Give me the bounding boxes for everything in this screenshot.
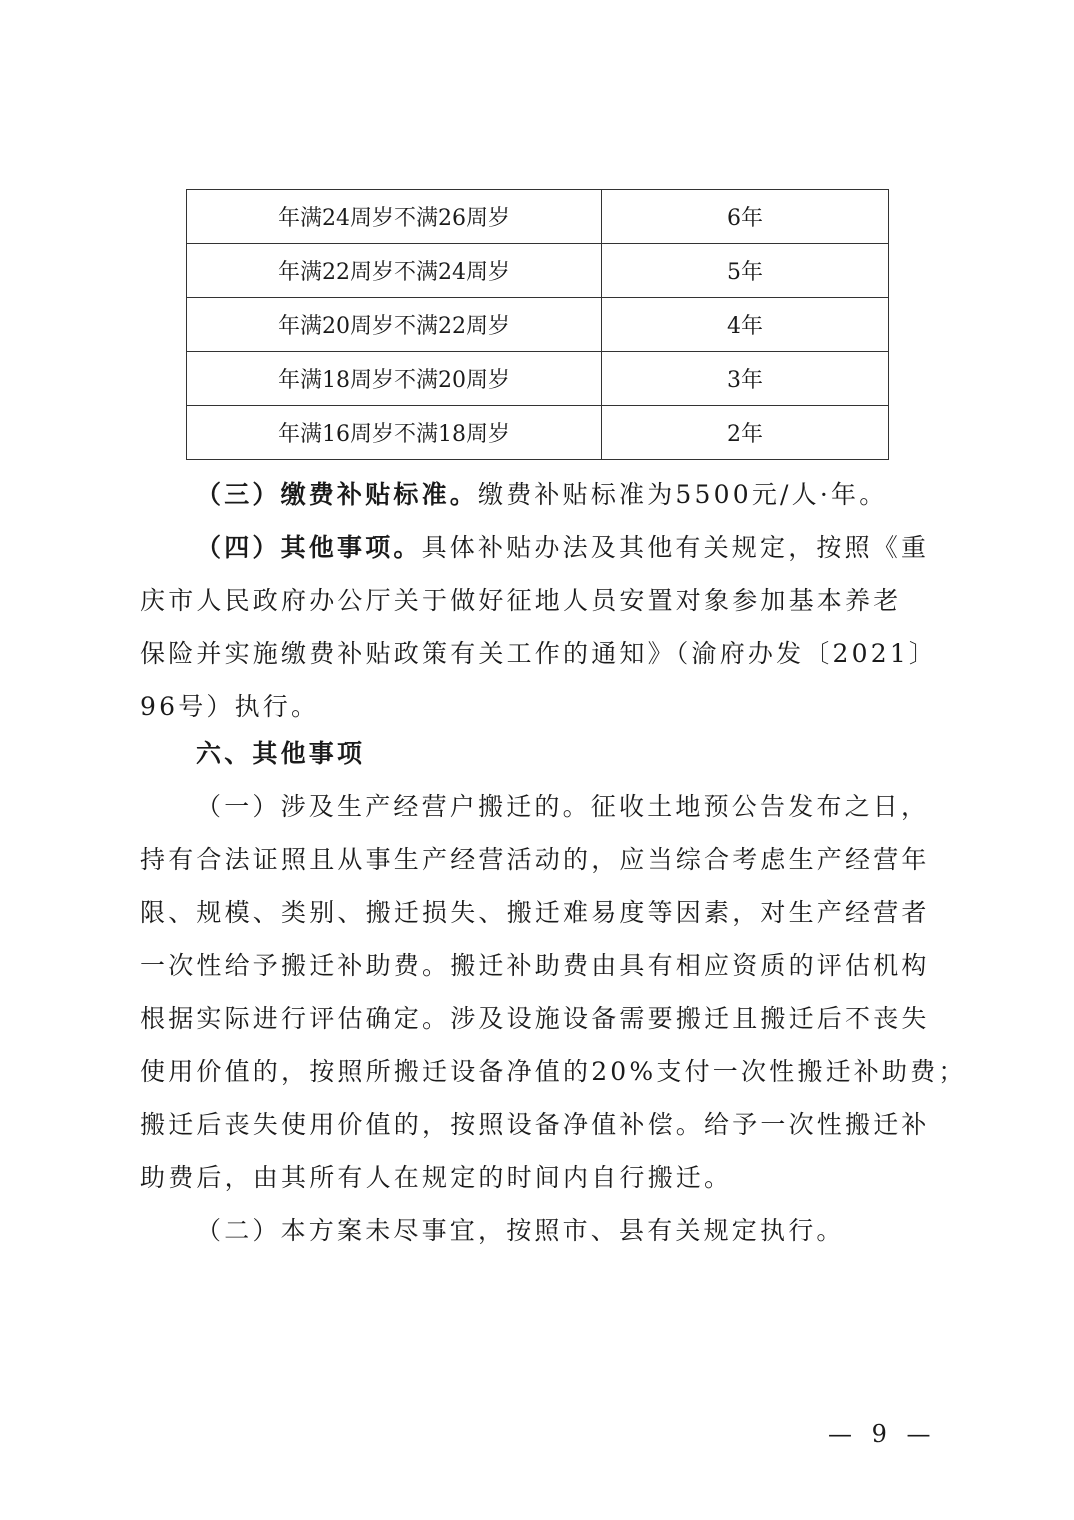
years-cell: 2年 [602, 406, 889, 460]
years-cell: 6年 [602, 190, 889, 244]
age-range-cell: 年满22周岁不满24周岁 [187, 244, 602, 298]
paragraph-line: （二）本方案未尽事宜，按照市、县有关规定执行。 [196, 1216, 845, 1245]
paragraph-line: 96号）执行。 [140, 692, 320, 721]
age-range-cell: 年满18周岁不满20周岁 [187, 352, 602, 406]
table-row [187, 190, 889, 244]
paragraph-line: 搬迁后丧失使用价值的，按照设备净值补偿。给予一次性搬迁补 [140, 1110, 930, 1139]
table-row [187, 244, 889, 298]
paragraph-line: 庆市人民政府办公厅关于做好征地人员安置对象参加基本养老 [140, 586, 902, 615]
paragraph-line [140, 468, 940, 521]
paragraph-line: （一）涉及生产经营户搬迁的。征收土地预公告发布之日， [196, 792, 930, 821]
paragraph-text: 具体补贴办法及其他有关规定，按照《重 [421, 533, 930, 562]
paragraph-line: 持有合法证照且从事生产经营活动的，应当综合考虑生产经营年 [140, 845, 930, 874]
age-years-table [186, 189, 889, 460]
paragraph-line: 根据实际进行评估确定。涉及设施设备需要搬迁且搬迁后不丧失 [140, 1004, 930, 1033]
section-title: 六、其他事项 [196, 739, 366, 768]
table-row [187, 352, 889, 406]
paragraph-text: 缴费补贴标准为5500元/人·年。 [478, 480, 888, 509]
table-row [187, 406, 889, 460]
years-cell: 4年 [602, 298, 889, 352]
paragraph-contribution-standard [140, 468, 940, 521]
page-number: — 9 — [828, 1420, 937, 1448]
paragraph-other-matters-4 [140, 521, 940, 733]
years-cell: 3年 [602, 352, 889, 406]
paragraph-line: 助费后，由其所有人在规定的时间内自行搬迁。 [140, 1163, 733, 1192]
paragraph-line: 一次性给予搬迁补助费。搬迁补助费由具有相应资质的评估机构 [140, 951, 930, 980]
paragraph-line: 保险并实施缴费补贴政策有关工作的通知》（渝府办发〔2021〕 [140, 639, 938, 668]
paragraph-heading: （四）其他事项。 [196, 533, 422, 562]
age-range-cell: 年满24周岁不满26周岁 [187, 190, 602, 244]
paragraph-heading: （三）缴费补贴标准。 [196, 480, 479, 509]
age-range-cell: 年满16周岁不满18周岁 [187, 406, 602, 460]
paragraph-line: 限、规模、类别、搬迁损失、搬迁难易度等因素，对生产经营者 [140, 898, 930, 927]
paragraph-line: 使用价值的，按照所搬迁设备净值的20%支付一次性搬迁补助费； [140, 1057, 967, 1086]
paragraph-line [140, 521, 940, 574]
years-cell: 5年 [602, 244, 889, 298]
age-range-cell: 年满20周岁不满22周岁 [187, 298, 602, 352]
section-six [140, 727, 967, 1257]
table-row [187, 298, 889, 352]
